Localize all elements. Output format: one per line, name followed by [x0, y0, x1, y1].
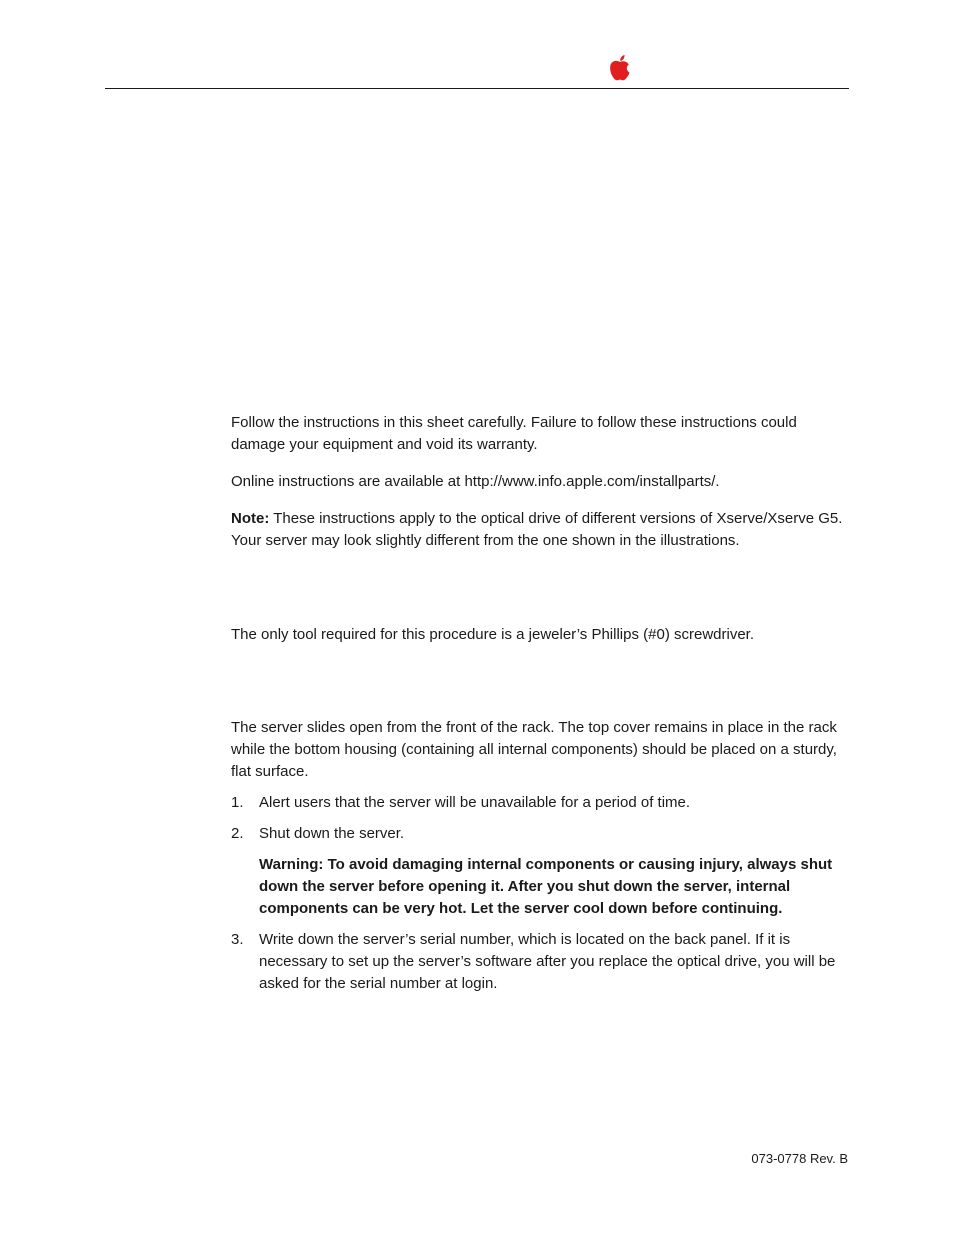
- note-paragraph: [231, 508, 851, 552]
- warning-text: To avoid damaging internal components or causing injury, always shut down the server before opening it. After you shut down the server, internal components can be very hot. Let the server cool down before continuing.: [259, 856, 833, 917]
- note-text: These instructions apply to the optical drive of different versions of Xserve/Xserve G5. Your server may look slightly different from the one shown in the illustrations.: [231, 510, 843, 549]
- opening-paragraph: The server slides open from the front of the rack. The top cover remains in place in the rack while the bottom housing (containing all internal components) should be placed on a sturdy, flat surface.: [231, 719, 837, 780]
- step-number: 3.: [231, 931, 244, 948]
- online-instructions: Online instructions are available at http://www.info.apple.com/installparts/.: [231, 473, 720, 490]
- step-text: Write down the server’s serial number, which is located on the back panel. If it is necessary to set up the server’s software after you replace the optical drive, you will be asked for the serial number at login.: [259, 931, 836, 992]
- step-text: Alert users that the server will be unavailable for a period of time.: [259, 794, 691, 811]
- intro-paragraph: Follow the instructions in this sheet carefully. Failure to follow these instructions could damage your equipment and void its warranty.: [231, 414, 797, 453]
- step-number: 2.: [231, 825, 244, 842]
- tools-paragraph: The only tool required for this procedure is a jeweler’s Phillips (#0) screwdriver.: [231, 626, 755, 643]
- step-number: 1.: [231, 794, 244, 811]
- note-label: Note:: [231, 510, 270, 527]
- apple-logo-icon: [607, 54, 633, 82]
- header-rule: [105, 88, 849, 89]
- warning-label: Warning:: [259, 856, 324, 873]
- warning-paragraph: [259, 854, 853, 920]
- step-text: Shut down the server.: [259, 825, 405, 842]
- document-number: 073-0778 Rev. B: [751, 1151, 848, 1166]
